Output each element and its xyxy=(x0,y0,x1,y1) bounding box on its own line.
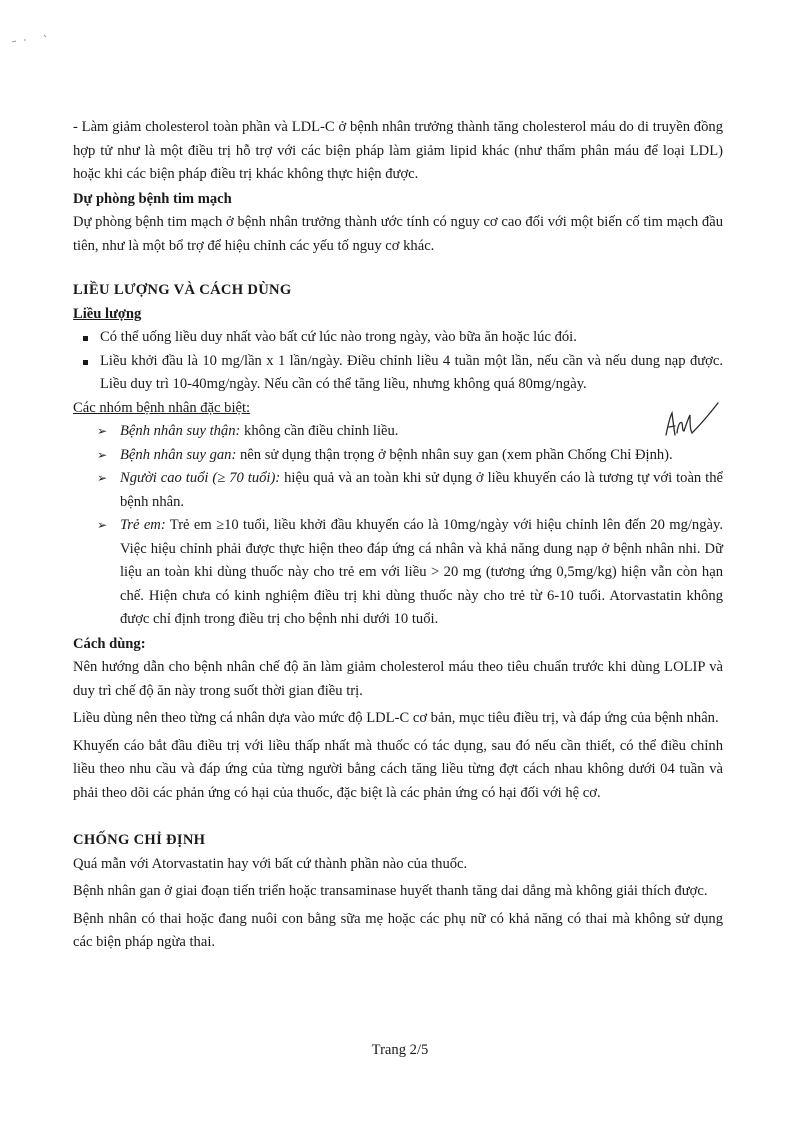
arrow-bullet-icon: ➢ xyxy=(97,447,108,462)
bullet-square-icon xyxy=(83,360,88,365)
arrow-bullet-icon: ➢ xyxy=(97,424,108,438)
arrow-bullet-icon: ➢ xyxy=(97,471,108,485)
usage-paragraph: Khuyến cáo bắt đầu điều trị với liều thấp nhất mà thuốc có tác dụng, sau đó nếu cần thiết, có thể điều chỉnh liều theo nhu cầu và đáp ứng của từng người bằng cách tăng liều từng đợt cách nhau không dưới 04 tuần và phải theo dõi các phản ứng có hại của thuốc, đặc biệt là các phản ứng có hại đối với hệ cơ. xyxy=(73,737,723,801)
special-groups-list xyxy=(73,420,723,632)
page-number: Trang 2/5 xyxy=(371,1042,429,1058)
special-groups-heading: Các nhóm bệnh nhân đặc biệt: xyxy=(73,399,251,416)
usage-paragraph: Nên hướng dẫn cho bệnh nhân chế độ ăn làm giảm cholesterol máu theo tiêu chuẩn trước khi dùng LOLIP và duy trì chế độ ăn này trong suốt thời gian điều trị. xyxy=(73,659,723,699)
dose-subheading: Liều lượng xyxy=(73,305,142,322)
cv-paragraph: Dự phòng bệnh tim mạch ở bệnh nhân trưởng thành ước tính có nguy cơ cao đối với một biến cố tim mạch đầu tiên, như là một bổ trợ để hiệu chỉnh các yếu tố nguy cơ khác. xyxy=(73,214,723,254)
intro-paragraph: - Làm giảm cholesterol toàn phần và LDL-C ở bệnh nhân trưởng thành tăng cholesterol máu do di truyền đồng hợp tử như là một điều trị hỗ trợ với các biện pháp làm giảm lipid khác (như thẩm phân máu để loại LDL) hoặc khi các biện pháp điều trị khác không thực hiện được. xyxy=(73,119,723,182)
usage-paragraph: Liều dùng nên theo từng cá nhân dựa vào mức độ LDL-C cơ bản, mục tiêu điều trị, và đáp ứng của bệnh nhân. xyxy=(73,710,719,726)
bullet-square-icon xyxy=(83,336,88,341)
dose-bullet: Liều khởi đầu là 10 mg/lần x 1 lần/ngày. Điều chỉnh liều 4 tuần một lần, nếu cần và nếu dung nạp được. Liều duy trì 10-40mg/ngày. Nếu cần có thể tăng liều, nhưng không quá 80mg/ngày. xyxy=(100,350,723,397)
dose-bullet: Có thể uống liều duy nhất vào bất cứ lúc nào trong ngày, vào bữa ăn hoặc lúc đói. xyxy=(100,326,723,350)
contraindications-heading: CHỐNG CHỈ ĐỊNH xyxy=(73,832,206,848)
arrow-bullet-icon: ➢ xyxy=(97,518,108,532)
contra-paragraph: Bệnh nhân gan ở giai đoạn tiến triển hoặc transaminase huyết thanh tăng dai dẳng mà không giải thích được. xyxy=(73,883,708,899)
special-group-item: ➢ Người cao tuổi (≥ 70 tuổi): hiệu quả và an toàn khi sử dụng ở liều khuyến cáo là tương tự với toàn thể bệnh nhân. xyxy=(120,467,723,514)
contra-paragraph: Bệnh nhân có thai hoặc đang nuôi con bằng sữa mẹ hoặc các phụ nữ có khả năng có thai mà không sử dụng các biện pháp ngừa thai. xyxy=(73,910,723,950)
dose-bullet-list xyxy=(73,326,723,397)
special-group-item: ➢ Bệnh nhân suy gan: nên sử dụng thận trọng ở bệnh nhân suy gan (xem phần Chống Chỉ Định). xyxy=(120,444,723,468)
scan-mark xyxy=(10,32,50,46)
special-group-item: ➢ Bệnh nhân suy thận: không cần điều chỉnh liều. xyxy=(120,420,723,444)
special-group-item: ➢ Trẻ em: Trẻ em ≥10 tuổi, liều khởi đầu khuyến cáo là 10mg/ngày với hiệu chỉnh lên đến 20 mg/ngày. Việc hiệu chỉnh phải được thực hiện theo đáp ứng cá nhân và khả năng dung nạp ở bệnh nhân nhi. Dữ liệu an toàn khi dùng thuốc này cho trẻ em với liều > 20 mg (tương ứng 0,5mg/kg) hiện vẫn còn hạn chế. Hiện chưa có kinh nghiệm điều trị khi dùng thuốc này cho trẻ từ 6-10 tuổi. Atorvastatin không được chỉ định trong điều trị cho bệnh nhi dưới 10 tuổi. xyxy=(120,514,723,632)
cv-heading: Dự phòng bệnh tim mạch xyxy=(73,190,232,207)
contra-paragraph: Quá mẫn với Atorvastatin hay với bất cứ thành phần nào của thuốc. xyxy=(73,855,468,872)
dosage-heading: LIỀU LƯỢNG VÀ CÁCH DÙNG xyxy=(73,282,292,298)
usage-heading: Cách dùng: xyxy=(73,635,146,652)
document-page xyxy=(73,116,723,955)
handwritten-signature xyxy=(660,395,720,445)
